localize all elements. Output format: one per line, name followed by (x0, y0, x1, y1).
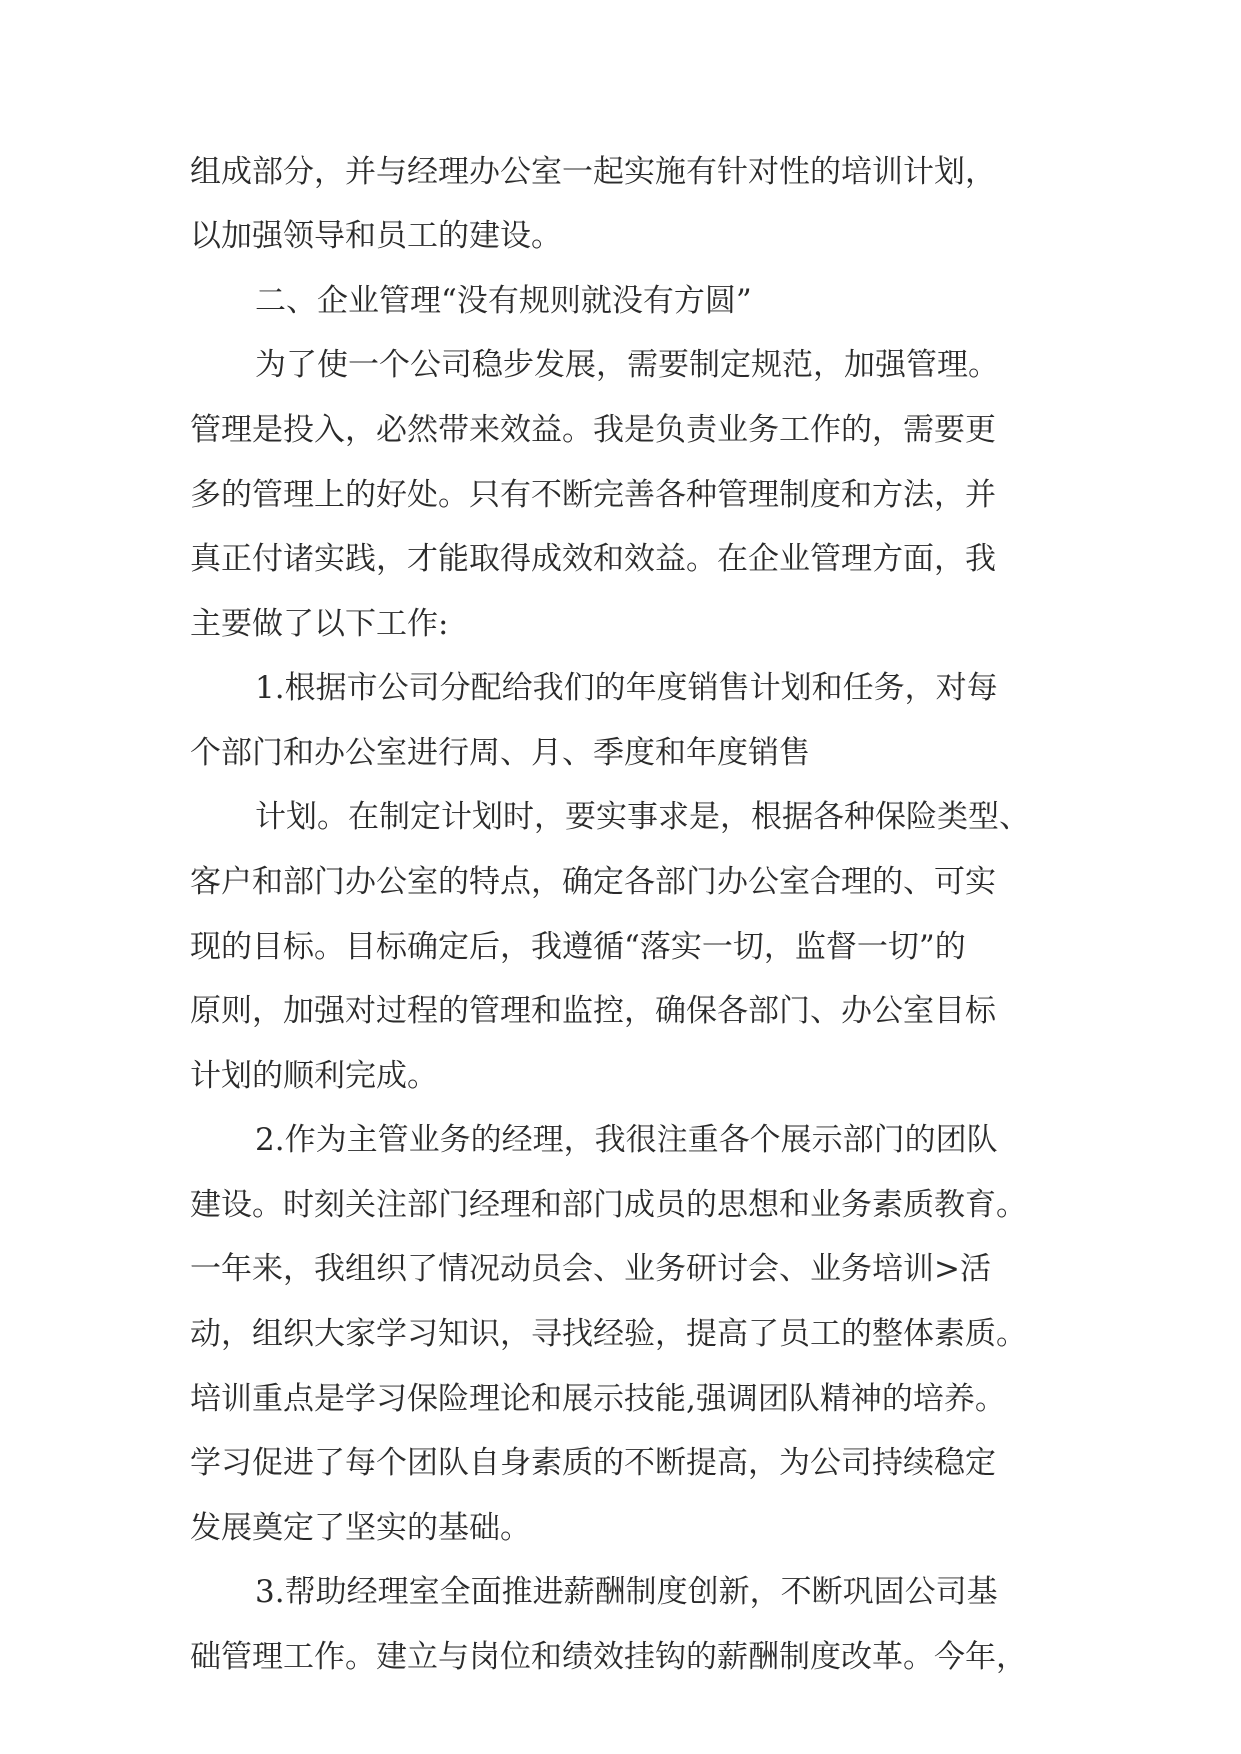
text-line: 学习促进了每个团队自身素质的不断提高，为公司持续稳定 (190, 1445, 996, 1481)
text-line: 原则，加强对过程的管理和监控，确保各部门、办公室目标 (190, 993, 996, 1029)
text-line: 建设。时刻关注部门经理和部门成员的思想和业务素质教育。 (190, 1187, 1027, 1223)
text-line: 以加强领导和员工的建设。 (190, 218, 562, 254)
text-line: 2.作为主管业务的经理，我很注重各个展示部门的团队 (255, 1122, 998, 1158)
text-line: 现的目标。目标确定后，我遵循“落实一切，监督一切”的 (190, 929, 966, 965)
text-line: 多的管理上的好处。只有不断完善各种管理制度和方法，并 (190, 477, 996, 513)
text-line: 计划。在制定计划时，要实事求是，根据各种保险类型、 (255, 799, 1030, 835)
text-line: 动，组织大家学习知识，寻找经验，提高了员工的整体素质。 (190, 1316, 1027, 1352)
text-line: 管理是投入，必然带来效益。我是负责业务工作的，需要更 (190, 412, 996, 448)
section-heading: 二、企业管理“没有规则就没有方圆” (255, 283, 752, 319)
text-line: 计划的顺利完成。 (190, 1058, 438, 1094)
text-line: 发展奠定了坚实的基础。 (190, 1510, 531, 1546)
text-line: 组成部分，并与经理办公室一起实施有针对性的培训计划， (190, 154, 996, 190)
text-line: 培训重点是学习保险理论和展示技能,强调团队精神的培养。 (190, 1381, 1006, 1417)
text-line: 主要做了以下工作: (190, 606, 449, 642)
text-line: 客户和部门办公室的特点，确定各部门办公室合理的、可实 (190, 864, 996, 900)
text-line: 1.根据市公司分配给我们的年度销售计划和任务，对每 (255, 670, 998, 706)
text-line: 个部门和办公室进行周、月、季度和年度销售 (190, 735, 810, 771)
text-line: 为了使一个公司稳步发展，需要制定规范，加强管理。 (255, 347, 999, 383)
text-line: 3.帮助经理室全面推进薪酬制度创新，不断巩固公司基 (255, 1574, 998, 1610)
text-line: 础管理工作。建立与岗位和绩效挂钩的薪酬制度改革。今年， (190, 1639, 1027, 1675)
text-line: 真正付诸实践，才能取得成效和效益。在企业管理方面，我 (190, 541, 996, 577)
text-line: 一年来，我组织了情况动员会、业务研讨会、业务培训>活 (190, 1251, 991, 1287)
